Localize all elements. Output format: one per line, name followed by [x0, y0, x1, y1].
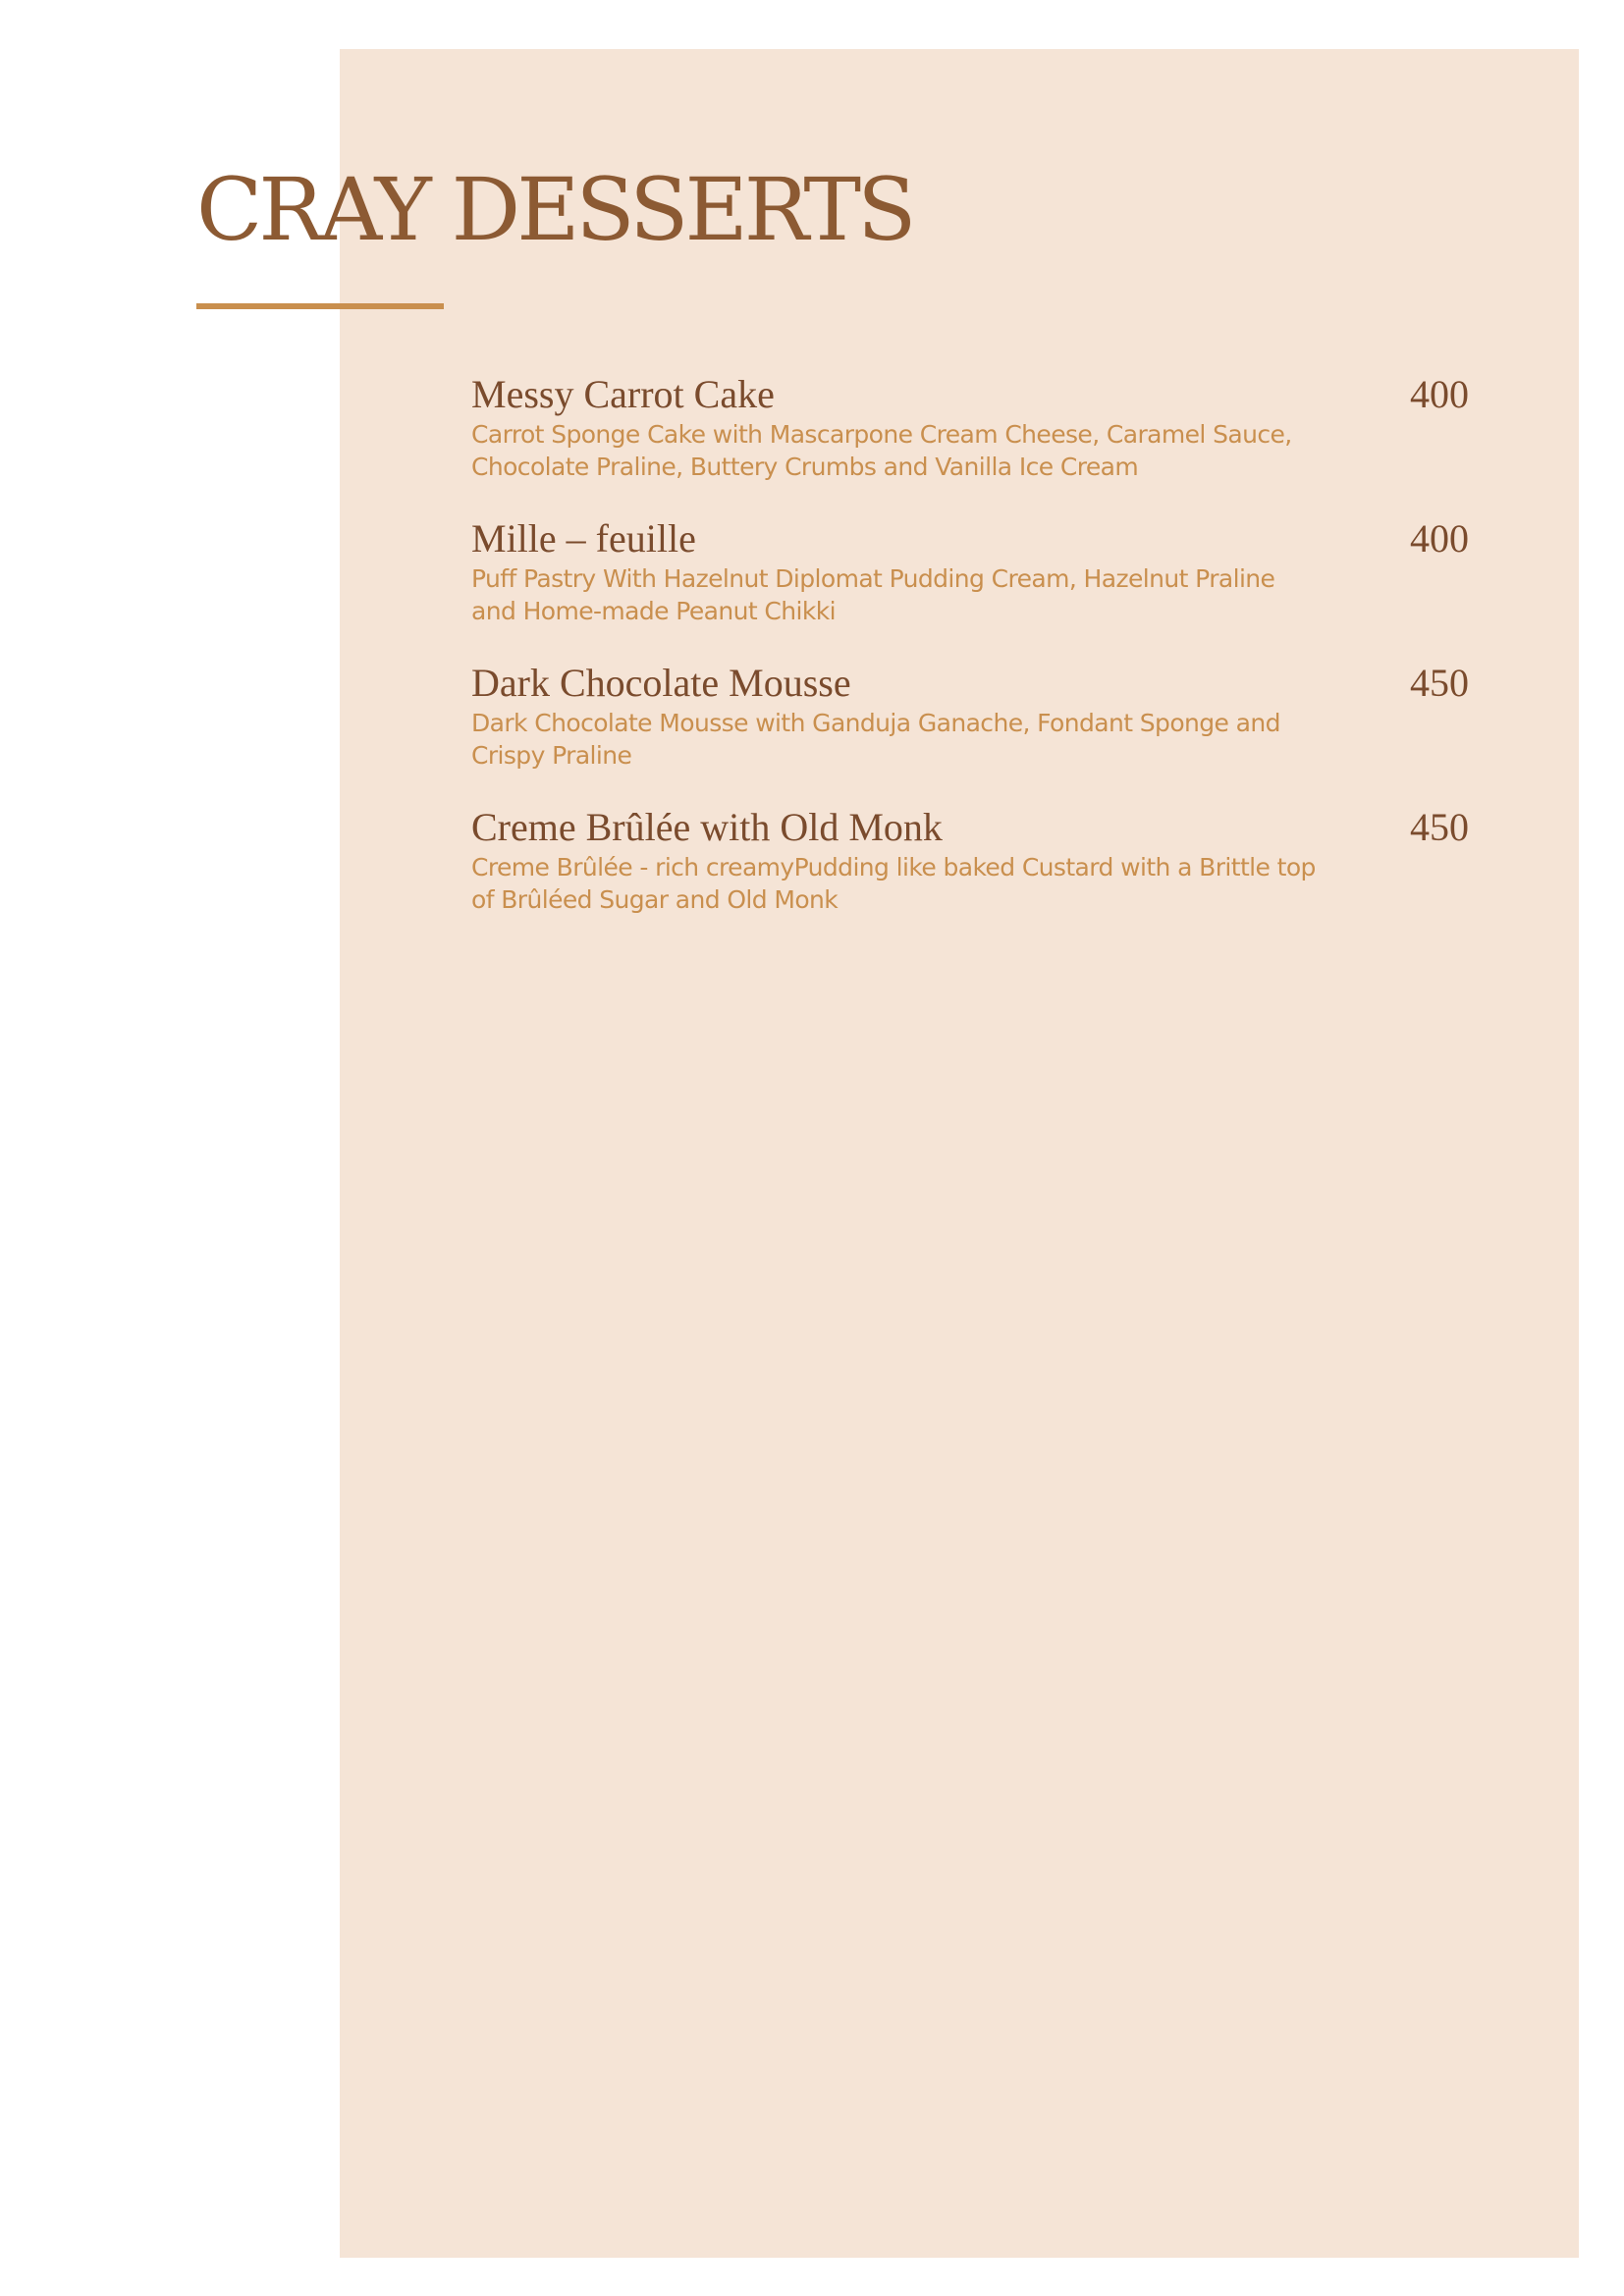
menu-item-price: 400 [1410, 372, 1469, 416]
menu-item-name: Dark Chocolate Mousse [471, 661, 851, 705]
menu-item-name: Mille – feuille [471, 516, 696, 561]
menu-item [471, 806, 1469, 950]
menu-item-name: Creme Brûlée with Old Monk [471, 805, 943, 849]
menu-item-description: Carrot Sponge Cake with Mascarpone Cream Cheese, Caramel Sauce, Chocolate Praline, Buttery Crumbs and Vanilla Ice Cream [471, 420, 1292, 481]
menu-item-description: Creme Brûlée - rich creamyPudding like baked Custard with a Brittle top of Brûléed Sugar and Old Monk [471, 853, 1316, 914]
menu-item [471, 373, 1469, 517]
menu-item-price: 400 [1410, 516, 1469, 561]
menu-item-price: 450 [1410, 661, 1469, 705]
menu-item-description: Puff Pastry With Hazelnut Diplomat Pudding Cream, Hazelnut Praline and Home-made Peanut Chikki [471, 564, 1275, 625]
menu-title: CRAY DESSERTS [196, 159, 913, 260]
menu-item-name: Messy Carrot Cake [471, 372, 775, 416]
menu-item [471, 662, 1469, 806]
menu-list [471, 373, 1469, 950]
title-underline [196, 303, 444, 309]
menu-item-description: Dark Chocolate Mousse with Ganduja Ganache, Fondant Sponge and Crispy Praline [471, 709, 1280, 770]
menu-item [471, 517, 1469, 662]
menu-item-price: 450 [1410, 805, 1469, 849]
